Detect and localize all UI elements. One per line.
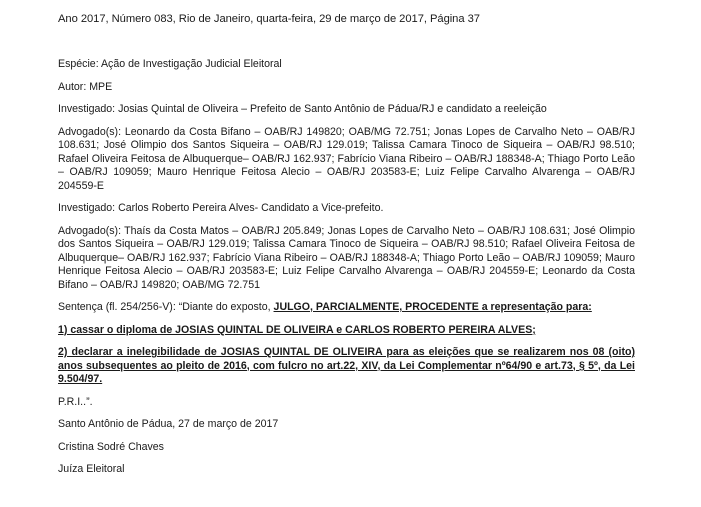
item-1: 1) cassar o diploma de JOSIAS QUINTAL DE OLIVEIRA e CARLOS ROBERTO PEREIRA ALVES;	[58, 323, 536, 336]
sentenca-prefix: Sentença (fl. 254/256-V): “Diante do exposto,	[58, 301, 274, 313]
signer-title: Juíza Eleitoral	[58, 463, 125, 475]
signer-name: Cristina Sodré Chaves	[58, 440, 164, 453]
advogados-1-paragraph: Advogado(s): Leonardo da Costa Bifano – OAB/RJ 149820; OAB/MG 72.751; Jonas Lopes de Carvalho Neto – OAB/RJ 108.631; José Olimpio dos Santos Siqueira – OAB/RJ 129.019; Talissa Camara Tinoco de Siqueira – OAB/RJ 98.510; Rafael Oliveira Feitosa de Albuquerque– OAB/RJ 162.937; Fabrício Viana Ribeiro – OAB/RJ 188348-A; Thiago Porto Leão – OAB/RJ 109059; Mauro Henrique Feitosa Alecio – OAB/RJ 203583-E; Luiz Felipe Carvalho Alvarenga – OAB/RJ 204559-E	[58, 125, 635, 192]
autor-line: Autor: MPE	[58, 80, 113, 93]
sentenca-paragraph	[58, 301, 635, 315]
place-date-line: Santo Antônio de Pádua, 27 de março de 2017	[58, 418, 279, 430]
investigado-1-line: Investigado: Josias Quintal de Oliveira – Prefeito de Santo Antônio de Pádua/RJ e candidato a reeleição	[58, 103, 547, 115]
sentenca-decision: JULGO, PARCIALMENTE, PROCEDENTE a representação para:	[273, 301, 592, 313]
especie-line: Espécie: Ação de Investigação Judicial Eleitoral	[58, 58, 282, 70]
document-body	[58, 58, 635, 477]
investigado-2-line: Investigado: Carlos Roberto Pereira Alves- Candidato a Vice-prefeito.	[58, 202, 384, 214]
advogados-2-paragraph: Advogado(s): Thaís da Costa Matos – OAB/RJ 205.849; Jonas Lopes de Carvalho Neto – OAB/RJ 108.631; José Olimpio dos Santos Siqueira – OAB/RJ 129.019; Talissa Camara Tinoco de Siqueira – OAB/RJ 98.510; Rafael Oliveira Feitosa de Albuquerque– OAB/RJ 162.937; Fabrício Viana Ribeiro – OAB/RJ 188348-A; Thiago Porto Leão – OAB/RJ 109059; Mauro Henrique Feitosa Alecio – OAB/RJ 203583-E; Luiz Felipe Carvalho Alvarenga – OAB/RJ 204559-E; Leonardo da Costa Bifano – OAB/RJ 149820; OAB/MG 72.751	[58, 224, 635, 291]
pri-line: P.R.I..”.	[58, 395, 93, 408]
item-2: 2) declarar a inelegibilidade de JOSIAS QUINTAL DE OLIVEIRA para as eleições que se realizarem nos 08 (oito) anos subsequentes ao pleito de 2016, com fulcro no art.22, XIV, da Lei Complementar nº64/90 e art.73, § 5º, da Lei 9.504/97.	[58, 346, 635, 385]
page-header: Ano 2017, Número 083, Rio de Janeiro, quarta-feira, 29 de março de 2017, Página 37	[58, 13, 480, 25]
